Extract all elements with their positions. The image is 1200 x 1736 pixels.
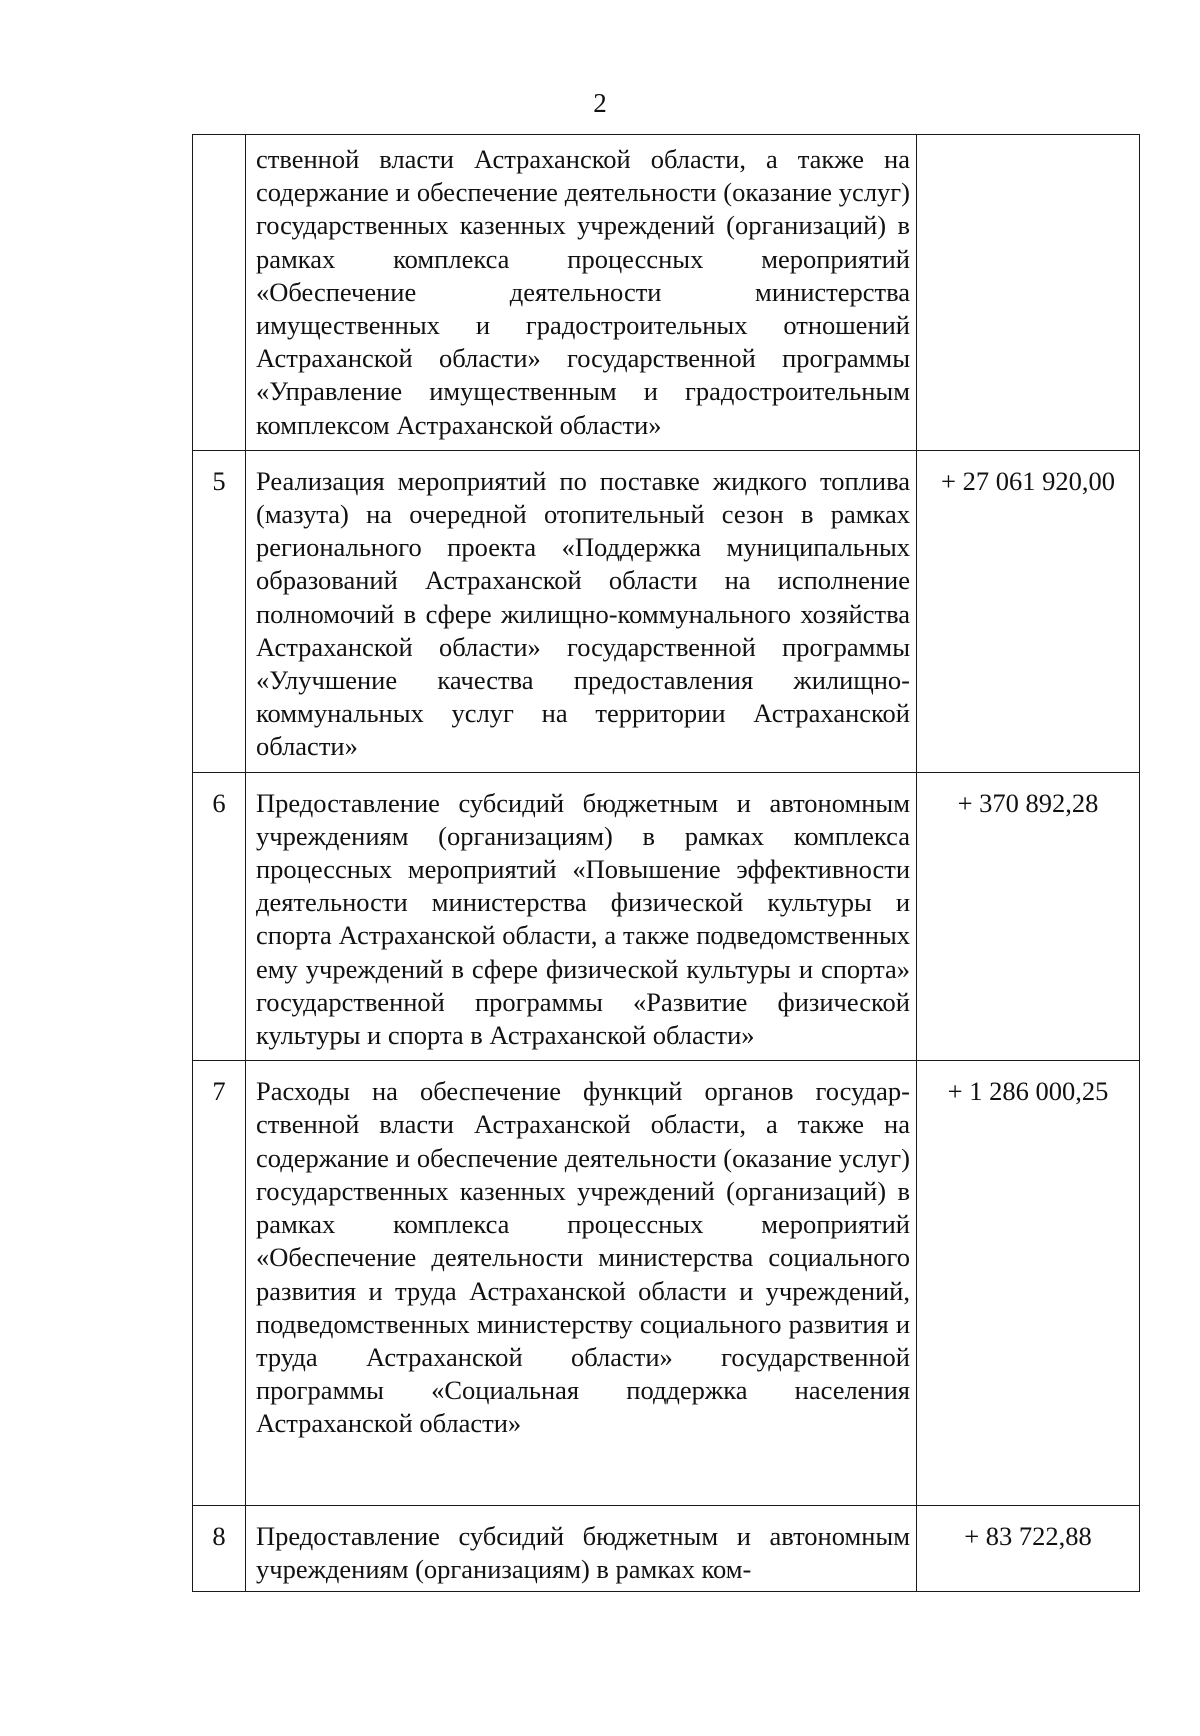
row-description: Предоставление субсидий бюджетным и автономным учреждениям (организациям) в рамках ком- <box>246 1506 917 1591</box>
row-number: 8 <box>193 1506 246 1591</box>
row-number <box>193 135 246 451</box>
row-amount <box>917 135 1140 451</box>
table-row <box>193 772 1140 1061</box>
row-number: 5 <box>193 450 246 772</box>
table-row <box>193 135 1140 451</box>
row-amount: + 370 892,28 <box>917 772 1140 1061</box>
table-row <box>193 450 1140 772</box>
table-row <box>193 1506 1140 1591</box>
row-number: 7 <box>193 1061 246 1506</box>
row-description: ственной власти Астраханской области, а также на содержание и обеспечение деятельности (оказание услуг) государственных казенных учреждений (организаций) в рамках комплекса процессных мероприятий «Обеспечение деятельности министерства имущественных и градостроительных отношений Астраханской области» государственной программы «Управление имущественным и градостроительным комплексом Астраханской области» <box>246 135 917 451</box>
row-amount: + 83 722,88 <box>917 1506 1140 1591</box>
table-row <box>193 1061 1140 1506</box>
row-number: 6 <box>193 772 246 1061</box>
row-amount: + 27 061 920,00 <box>917 450 1140 772</box>
row-description: Расходы на обеспечение функций органов государственной власти Астраханской области, а также на содержание и обеспечение деятельности (оказание услуг) государственных казенных учреждений (организаций) в рамках комплекса процессных мероприятий «Обеспечение деятельности министерства социального развития и труда Астраханской области и учреждений, подведомственных министерству социального развития и труда Астраханской области» государственной программы «Социальная поддержка населения Астраханской области» <box>246 1061 917 1506</box>
row-description: Предоставление субсидий бюджетным и автономным учреждениям (организациям) в рамках комплекса процессных мероприятий «Повышение эффективности деятельности министерства физической культуры и спорта Астраханской области, а также подведомственных ему учреждений в сфере физической культуры и спорта» государственной программы «Развитие физической культуры и спорта в Астраханской области» <box>246 772 917 1061</box>
page-number: 2 <box>593 88 607 118</box>
row-description: Реализация мероприятий по поставке жидкого топлива (мазута) на очередной отопительный сезон в рамках регионального проекта «Поддержка муниципальных образований Астраханской области на исполнение полномочий в сфере жилищно-коммунального хозяйства Астраханской области» государственной программы «Улучшение качества предоставления жилищно-коммунальных услуг на территории Астраханской области» <box>246 450 917 772</box>
allocation-table <box>192 134 1140 1592</box>
row-amount: + 1 286 000,25 <box>917 1061 1140 1506</box>
